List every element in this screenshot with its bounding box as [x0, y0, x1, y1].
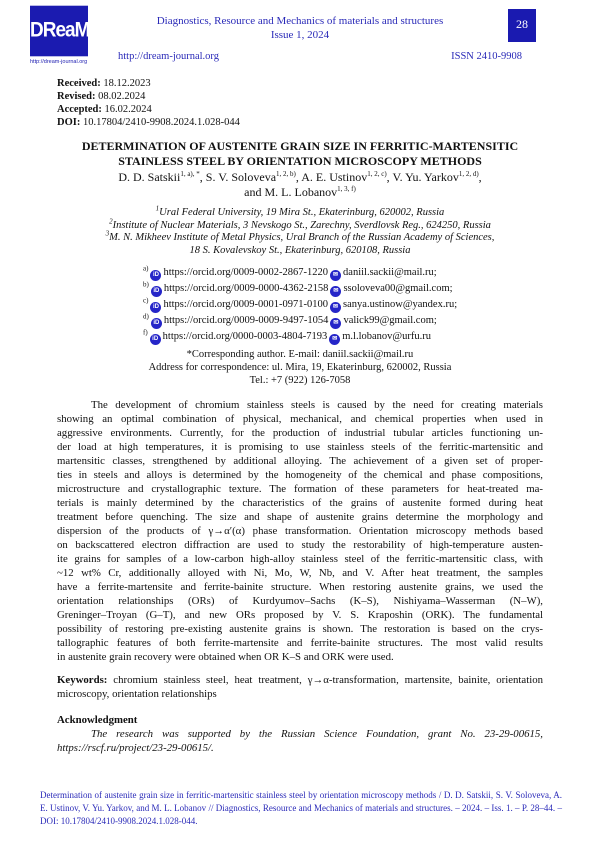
abstract-line: terials is mainly determined by the characteristics of the grains of austenite formed during heat	[57, 496, 543, 510]
orcid-link[interactable]: https://orcid.org/0009-0009-9497-1054	[164, 315, 329, 326]
abstract-line: possibility of restoring pre-existing austenite grains is shown. The restoration is based on the crys-	[57, 622, 543, 636]
email-icon: ✉	[330, 318, 341, 329]
corresponding-author: *Corresponding author. E-mail: daniil.sackii@mail.ru	[40, 348, 560, 361]
email-icon: ✉	[330, 270, 341, 281]
abstract-line: in austenite grain recovery were obtained when OR K–S and ORK were used.	[57, 650, 543, 664]
author-contacts	[143, 265, 457, 345]
abstract-line: ties in steels and alloys is determined by the homogeneity of the chemical and phase compositions,	[57, 468, 543, 482]
journal-url-link[interactable]: http://dream-journal.org	[118, 51, 219, 62]
contact-row: a)iD https://orcid.org/0009-0002-2867-1220 ✉ daniil.sackii@mail.ru;	[143, 265, 457, 281]
doi: DOI: 10.17804/2410-9908.2024.1.028-044	[57, 116, 240, 129]
abstract-line: aggressive environments. Currently, for the production of industrial tubular articles functioning un-	[57, 426, 543, 440]
acknowledgment-heading: Acknowledgment	[57, 713, 543, 727]
contact-row: b)iD https://orcid.org/0009-0000-4362-2158 ✉ ssoloveva00@gmail.com;	[143, 281, 457, 297]
abstract-line: der load at high temperatures, it is promising to use stainless steels of the ferritic-martensitic and	[57, 440, 543, 454]
email-icon: ✉	[330, 286, 341, 297]
journal-issue: Issue 1, 2024	[150, 28, 450, 42]
correspondence	[40, 348, 560, 387]
date-received: Received: 18.12.2023	[57, 77, 240, 90]
email-link[interactable]: m.l.lobanov@urfu.ru	[342, 331, 431, 342]
author: and M. L. Lobanov1, 3, f)	[244, 185, 356, 199]
abstract-line: orientation relationships (ORs) of Kurdyumov–Sachs (K–S), Nishiyama–Wasserman (N–W),	[57, 594, 543, 608]
email-icon: ✉	[330, 302, 341, 313]
logo-mark: DReaM	[30, 6, 88, 57]
abstract-line: dispersion of the products of γ→α′(α) phase transformation. Orientation microscopy methods based	[57, 524, 543, 538]
email-link[interactable]: daniil.sackii@mail.ru;	[343, 267, 437, 278]
correspondence-phone: Tel.: +7 (922) 126-7058	[40, 374, 560, 387]
author: A. E. Ustinov1, 2, c),	[301, 170, 392, 184]
author: V. Yu. Yarkov1, 2, d),	[392, 170, 481, 184]
acknowledgment-text: The research was supported by the Russian Science Foundation, grant No. 23-29-00615, https://rscf.ru/project/23-29-00615/.	[57, 727, 543, 755]
date-revised: Revised: 08.02.2024	[57, 90, 240, 103]
abstract-line: tallographic features of both ferrite-martensite and ferrite-bainite structures. The most valid results	[57, 636, 543, 650]
citation-footer: Determination of austenite grain size in ferritic-martensitic stainless steel by orientation microscopy methods / D. D. Satskii, S. V. Soloveva, A. E. Ustinov, V. Yu. Yarkov, and M. L. Lobanov // Diagnostics, Resource and Mechanics of materials and structures. – 2024. – Iss. 1. – P. 28–44. – DOI: 10.17804/2410-9908.2024.1.028-044.	[40, 789, 562, 828]
keywords-text: chromium stainless steel, heat treatment, γ→α-transformation, martensite, bainite, orientation microscopy, orientation relationships	[57, 674, 543, 700]
abstract-line: ite grains for samples of a low-carbon high-alloy stainless steel of the ferritic-martensitic class, with	[57, 552, 543, 566]
affiliation: 18 S. Kovalevskoy St., Ekaterinburg, 620108, Russia	[40, 245, 560, 258]
orcid-icon: iD	[151, 318, 162, 329]
journal-title: Diagnostics, Resource and Mechanics of materials and structures	[150, 14, 450, 28]
acknowledgment	[57, 713, 543, 755]
abstract-line: on backscattered electron diffraction are used to study the restorability of high-temperature austen-	[57, 538, 543, 552]
email-link[interactable]: sanya.ustinow@yandex.ru;	[343, 299, 457, 310]
abstract-line: Greninger–Troyan (G–T), and new ORs proposed by V. S. Kraposhin (ORK). The fundamental	[57, 608, 543, 622]
orcid-icon: iD	[150, 334, 161, 345]
contact-row: c)iD https://orcid.org/0009-0001-0971-0100 ✉ sanya.ustinow@yandex.ru;	[143, 297, 457, 313]
contact-row: d)iD https://orcid.org/0009-0009-9497-1054 ✉ valick99@gmail.com;	[143, 313, 457, 329]
article-title: DETERMINATION OF AUSTENITE GRAIN SIZE IN FERRITIC-MARTENSITIC STAINLESS STEEL BY ORIENTATION MICROSCOPY METHODS	[40, 139, 560, 169]
article-dates	[57, 77, 240, 129]
abstract	[57, 398, 543, 664]
affiliation: 2Institute of Nuclear Materials, 3 Nevskogo St., Zarechny, Sverdlovsk Reg., 624250, Russia	[40, 220, 560, 233]
orcid-link[interactable]: https://orcid.org/0009-0000-4362-2158	[164, 283, 329, 294]
abstract-line: ~12 wt% Cr, additionally alloyed with Ni, Mo, W, Nb, and V. After heat treatment, the samples	[57, 566, 543, 580]
issn: ISSN 2410-9908	[451, 51, 522, 62]
abstract-line: treatment before quenching. The size and shape of austenite grains determine the morphology and	[57, 510, 543, 524]
correspondence-address: Address for correspondence: ul. Mira, 19, Ekaterinburg, 620002, Russia	[40, 361, 560, 374]
keywords-label: Keywords:	[57, 674, 107, 686]
abstract-line: showing an optimal combination of physical, mechanical, and chemical properties when used in	[57, 412, 543, 426]
email-icon: ✉	[329, 334, 340, 345]
orcid-link[interactable]: https://orcid.org/0009-0001-0971-0100	[163, 299, 328, 310]
date-accepted: Accepted: 16.02.2024	[57, 103, 240, 116]
email-link[interactable]: ssoloveva00@gmail.com;	[343, 283, 452, 294]
orcid-link[interactable]: https://orcid.org/0000-0003-4804-7193	[163, 331, 328, 342]
abstract-line: martensitic classes, strengthened by additional alloying. The achievement of a given set of proper-	[57, 454, 543, 468]
affiliations	[40, 207, 560, 257]
orcid-link[interactable]: https://orcid.org/0009-0002-2867-1220	[163, 267, 328, 278]
journal-logo	[30, 8, 88, 66]
affiliation: 1Ural Federal University, 19 Mira St., Ekaterinburg, 620002, Russia	[40, 207, 560, 220]
affiliation: 3M. N. Mikheev Institute of Metal Physics, Ural Branch of the Russian Academy of Sciences,	[40, 232, 560, 245]
logo-url: http://dream-journal.org	[30, 59, 92, 65]
keywords	[57, 673, 543, 701]
contact-row: f)iD https://orcid.org/0000-0003-4804-7193 ✉ m.l.lobanov@urfu.ru	[143, 329, 457, 345]
orcid-icon: iD	[151, 286, 162, 297]
orcid-icon: iD	[150, 302, 161, 313]
email-link[interactable]: valick99@gmail.com;	[343, 315, 436, 326]
author: D. D. Satskii1, a), *,	[118, 170, 205, 184]
author: S. V. Soloveva1, 2, b),	[206, 170, 301, 184]
abstract-line: have a ferrite-martensite and ferrite-bainite structure. When restoring austenite grains, we used the	[57, 580, 543, 594]
page-number: 28	[508, 9, 536, 42]
orcid-icon: iD	[150, 270, 161, 281]
journal-header	[150, 14, 450, 42]
author-list	[40, 170, 560, 200]
abstract-line: microstructure and crystallographic texture. The formation of these parameters for heat-treated ma-	[57, 482, 543, 496]
abstract-line: The development of chromium stainless steels is caused by the need for creating materials	[57, 398, 543, 412]
